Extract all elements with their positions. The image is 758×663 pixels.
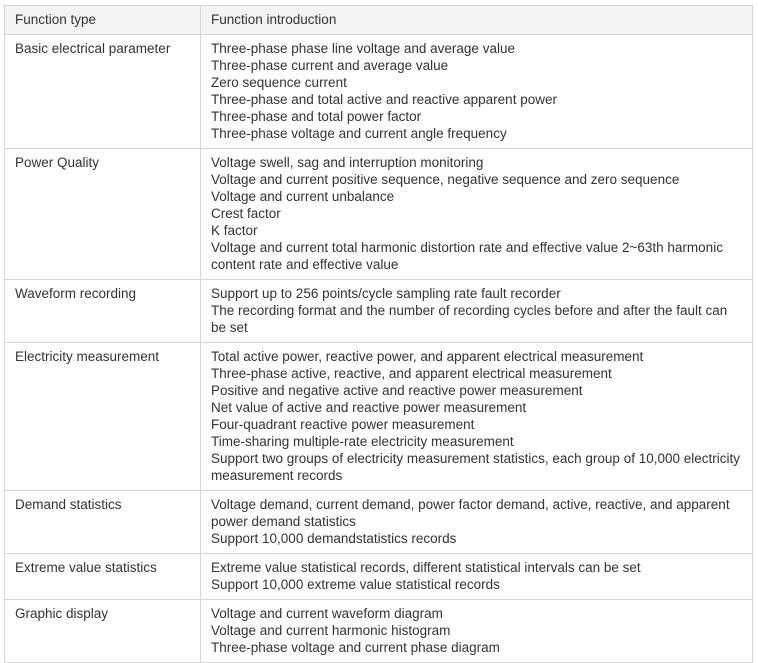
introduction-line: Support 10,000 extreme value statistical records bbox=[211, 577, 500, 592]
function-type-cell: Basic electrical parameter bbox=[5, 35, 201, 149]
introduction-line: Three-phase and total power factor bbox=[211, 109, 422, 124]
header-function-type: Function type bbox=[5, 6, 201, 35]
introduction-line: Three-phase current and average value bbox=[211, 58, 449, 73]
introduction-line: Total active power, reactive power, and apparent electrical measurement bbox=[211, 349, 644, 364]
introduction-line: Voltage swell, sag and interruption monitoring bbox=[211, 155, 484, 170]
function-type-cell: Extreme value statistics bbox=[5, 554, 201, 600]
introduction-line: Voltage and current unbalance bbox=[211, 189, 395, 204]
table-row bbox=[5, 600, 753, 663]
introduction-line: K factor bbox=[211, 223, 258, 238]
function-type-cell: Waveform recording bbox=[5, 280, 201, 343]
table-header-row bbox=[5, 6, 753, 35]
introduction-line: Voltage and current total harmonic distortion rate and effective value 2~63th harmonic content rate and effective value bbox=[211, 240, 723, 272]
introduction-line: Support two groups of electricity measurement statistics, each group of 10,000 electricity measurement records bbox=[211, 451, 741, 483]
table-body bbox=[5, 35, 753, 663]
introduction-line: Positive and negative active and reactive power measurement bbox=[211, 383, 583, 398]
function-introduction-cell bbox=[201, 280, 753, 343]
introduction-line: Zero sequence current bbox=[211, 75, 347, 90]
introduction-line: The recording format and the number of recording cycles before and after the fault can be set bbox=[211, 303, 728, 335]
introduction-line: Three-phase active, reactive, and apparent electrical measurement bbox=[211, 366, 612, 381]
introduction-line: Voltage demand, current demand, power factor demand, active, reactive, and apparent power demand statistics bbox=[211, 497, 730, 529]
table-row bbox=[5, 343, 753, 491]
introduction-line: Time-sharing multiple-rate electricity measurement bbox=[211, 434, 514, 449]
function-introduction-cell bbox=[201, 149, 753, 280]
function-introduction-cell bbox=[201, 343, 753, 491]
introduction-line: Net value of active and reactive power measurement bbox=[211, 400, 527, 415]
introduction-line: Support 10,000 demandstatistics records bbox=[211, 531, 457, 546]
table-row bbox=[5, 280, 753, 343]
function-type-cell: Demand statistics bbox=[5, 491, 201, 554]
function-introduction-cell bbox=[201, 491, 753, 554]
introduction-line: Extreme value statistical records, different statistical intervals can be set bbox=[211, 560, 641, 575]
introduction-line: Three-phase phase line voltage and average value bbox=[211, 41, 515, 56]
introduction-line: Three-phase and total active and reactive apparent power bbox=[211, 92, 557, 107]
function-type-cell: Graphic display bbox=[5, 600, 201, 663]
introduction-line: Voltage and current positive sequence, negative sequence and zero sequence bbox=[211, 172, 680, 187]
table-row bbox=[5, 35, 753, 149]
header-function-introduction: Function introduction bbox=[201, 6, 753, 35]
function-introduction-cell bbox=[201, 600, 753, 663]
table-row bbox=[5, 149, 753, 280]
introduction-line: Support up to 256 points/cycle sampling rate fault recorder bbox=[211, 286, 561, 301]
function-type-cell: Power Quality bbox=[5, 149, 201, 280]
introduction-line: Three-phase voltage and current phase diagram bbox=[211, 640, 500, 655]
introduction-line: Voltage and current harmonic histogram bbox=[211, 623, 451, 638]
function-table bbox=[4, 5, 753, 663]
function-introduction-cell bbox=[201, 554, 753, 600]
table-row bbox=[5, 554, 753, 600]
introduction-line: Four-quadrant reactive power measurement bbox=[211, 417, 475, 432]
function-introduction-cell bbox=[201, 35, 753, 149]
introduction-line: Three-phase voltage and current angle frequency bbox=[211, 126, 507, 141]
introduction-line: Crest factor bbox=[211, 206, 281, 221]
table-row bbox=[5, 491, 753, 554]
function-type-cell: Electricity measurement bbox=[5, 343, 201, 491]
introduction-line: Voltage and current waveform diagram bbox=[211, 606, 443, 621]
